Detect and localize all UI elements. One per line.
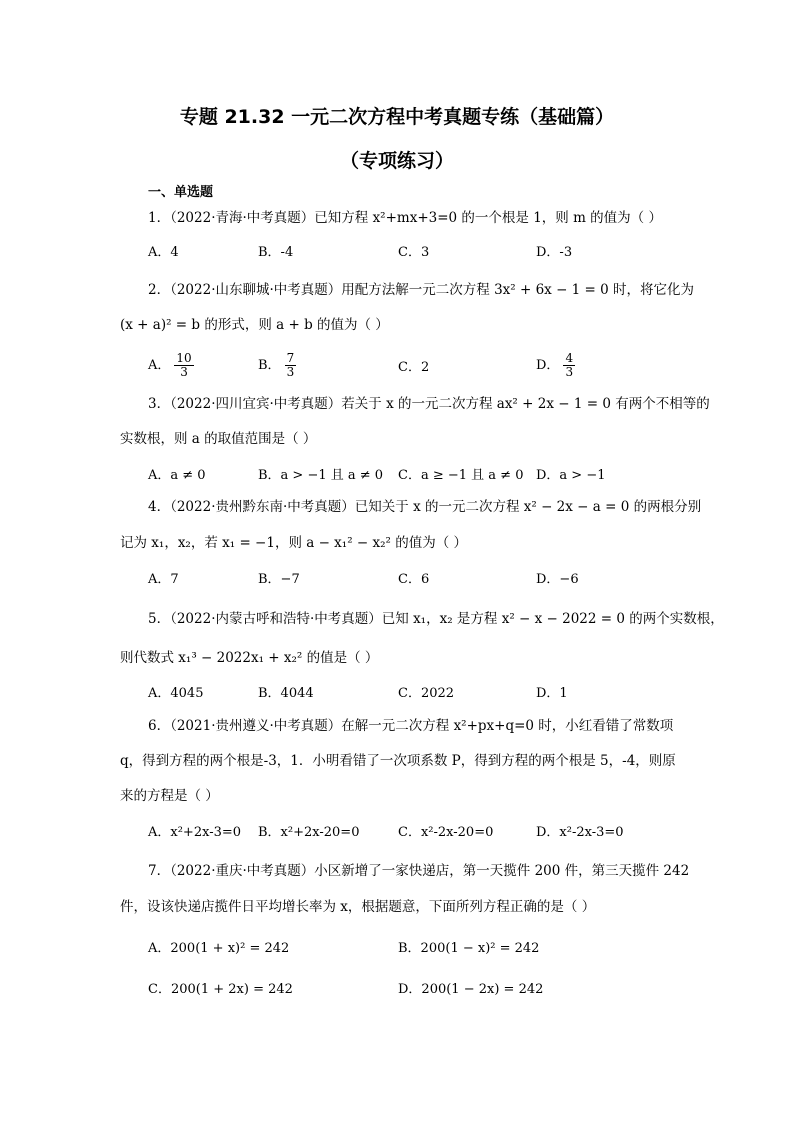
page-subtitle: （专项练习）: [339, 150, 454, 172]
q4-option-a: A．7: [148, 572, 179, 587]
q2-option-b-letter: B．: [258, 358, 281, 373]
q1-option-b: B．-4: [258, 245, 294, 260]
question-6-line-3: 来的方程是（ ）: [120, 788, 219, 804]
q5-option-c: C．2022: [398, 686, 455, 701]
q2-option-b-fraction: [285, 352, 297, 379]
q3-option-a: A．a ≠ 0: [148, 468, 206, 483]
question-2-line-2: (x + a)² = b 的形式，则 a + b 的值为（ ）: [120, 317, 389, 333]
q2-option-c: C．2: [398, 360, 430, 375]
question-4-line-2: 记为 x₁，x₂，若 x₁ = −1，则 a − x₁² − x₂² 的值为（ ）: [120, 535, 468, 551]
fraction-denominator: 3: [180, 365, 188, 379]
q2-option-b: [258, 352, 296, 379]
q4-option-d: D．−6: [536, 572, 579, 587]
q5-option-d: D．1: [536, 686, 568, 701]
fraction-numerator: 4: [565, 351, 574, 365]
fraction-denominator: 3: [565, 365, 574, 379]
q3-option-c: C．a ≥ −1 且 a ≠ 0: [398, 468, 524, 483]
question-7-line-1: 7．（2022·重庆·中考真题）小区新增了一家快递店，第一天揽件 200 件，第三天揽件 242: [148, 863, 690, 879]
question-3-line-1: 3．（2022·四川宜宾·中考真题）若关于 x 的一元二次方程 ax² + 2x − 1 = 0 有两个不相等的: [148, 396, 710, 412]
q4-option-b: B．−7: [258, 572, 300, 587]
q6-option-a: A．x²+2x-3=0: [148, 825, 242, 840]
q7-option-b: B．200(1 − x)² = 242: [398, 941, 540, 956]
section-heading: 一、单选题: [148, 185, 214, 200]
question-3-line-2: 实数根，则 a 的取值范围是（ ）: [120, 431, 317, 447]
question-4-line-1: 4．（2022·贵州黔东南·中考真题）已知关于 x 的一元二次方程 x² − 2x − a = 0 的两根分别: [148, 499, 702, 515]
question-1-text: 1．（2022·青海·中考真题）已知方程 x²+mx+3=0 的一个根是 1，则 m 的值为（ ）: [148, 210, 662, 226]
q3-option-b: B．a > −1 且 a ≠ 0: [258, 468, 384, 483]
question-6-line-1: 6．（2021·贵州遵义·中考真题）在解一元二次方程 x²+px+q=0 时，小红看错了常数项: [148, 718, 674, 734]
q1-option-d: D．-3: [536, 245, 573, 260]
q1-option-c: C．3: [398, 245, 430, 260]
question-6-line-2: q，得到方程的两个根是-3，1．小明看错了一次项系数 P，得到方程的两个根是 5，-4，则原: [120, 753, 676, 769]
q5-option-a: A．4045: [148, 686, 204, 701]
q3-option-d: D．a > −1: [536, 468, 606, 483]
q5-option-b: B．4044: [258, 686, 314, 701]
q6-option-d: D．x²-2x-3=0: [536, 825, 624, 840]
q2-option-a-fraction: [174, 352, 193, 379]
q2-option-d-letter: D．: [536, 358, 560, 373]
question-2-line-1: 2．（2022·山东聊城·中考真题）用配方法解一元二次方程 3x² + 6x − 1 = 0 时，将它化为: [148, 282, 695, 298]
q2-option-a: [148, 352, 194, 379]
q2-option-a-letter: A．: [148, 358, 171, 373]
q6-option-b: B．x²+2x-20=0: [258, 825, 360, 840]
page-title: 专题 21.32 一元二次方程中考真题专练（基础篇）: [179, 106, 615, 128]
q1-option-a: A．4: [148, 245, 179, 260]
fraction-numerator: 7: [286, 351, 295, 365]
question-5-line-2: 则代数式 x₁³ − 2022x₁ + x₂² 的值是（ ）: [120, 650, 379, 666]
q2-option-d: [536, 352, 575, 379]
q7-option-c: C．200(1 + 2x) = 242: [148, 982, 293, 997]
q7-option-d: D．200(1 − 2x) = 242: [398, 982, 544, 997]
q6-option-c: C．x²-2x-20=0: [398, 825, 494, 840]
question-7-line-2: 件，设该快递店揽件日平均增长率为 x，根据题意，下面所列方程正确的是（ ）: [120, 899, 596, 915]
q2-option-d-fraction: [563, 352, 575, 379]
q7-option-a: A．200(1 + x)² = 242: [148, 941, 290, 956]
fraction-denominator: 3: [286, 365, 295, 379]
q4-option-c: C．6: [398, 572, 430, 587]
question-5-line-1: 5．（2022·内蒙古呼和浩特·中考真题）已知 x₁，x₂ 是方程 x² − x − 2022 = 0 的两个实数根，: [148, 611, 724, 627]
fraction-numerator: 10: [176, 351, 192, 365]
